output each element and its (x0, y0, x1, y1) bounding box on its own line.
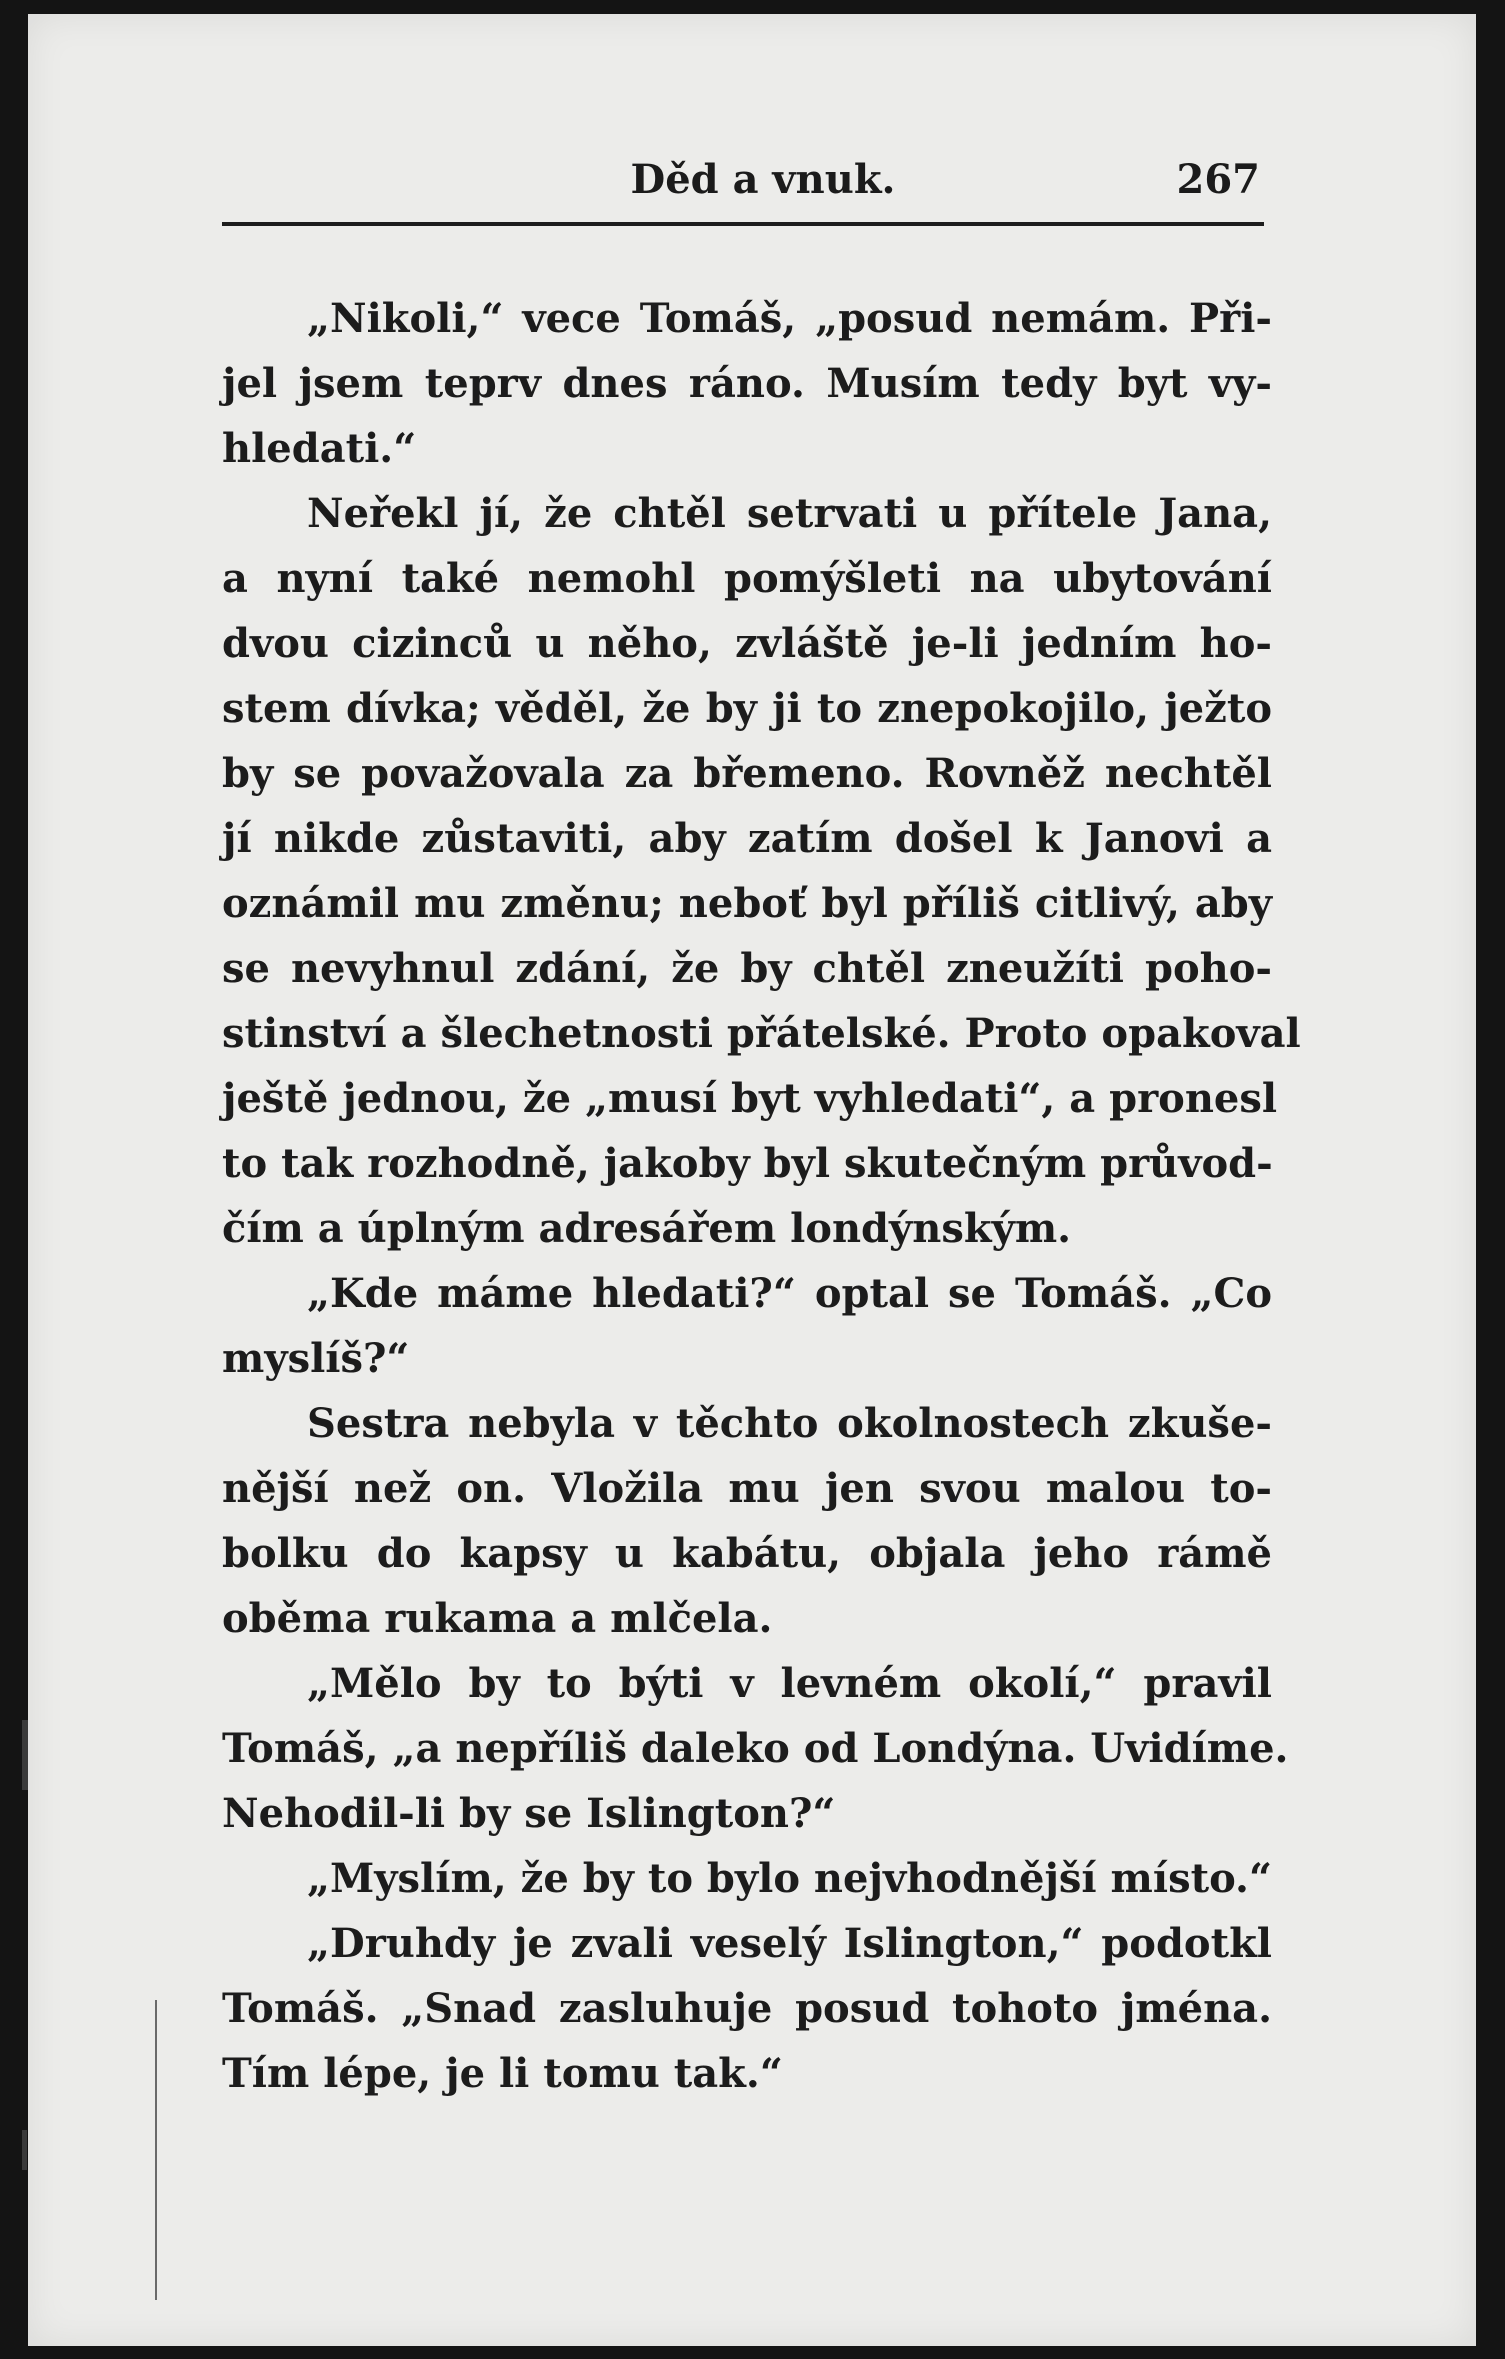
scan-mark (155, 2000, 157, 2300)
text-line: stem dívka; věděl, že by ji to znepokojilo, ježto (222, 685, 1272, 732)
text-line: to tak rozhodně, jakoby byl skutečným průvod- (222, 1140, 1273, 1187)
text-line: se nevyhnul zdání, že by chtěl zneužíti poho- (222, 945, 1272, 992)
header-rule (222, 222, 1264, 226)
scan-mark (22, 2130, 27, 2170)
text-line: nější než on. Vložila mu jen svou malou to- (222, 1465, 1272, 1512)
text-line: a nyní také nemohl pomýšleti na ubytování (222, 555, 1272, 602)
text-line: ještě jednou, že „musí byt vyhledati“, a pronesl (222, 1075, 1278, 1122)
scan-mark (22, 1720, 28, 1790)
text-line: jí nikde zůstaviti, aby zatím došel k Janovi a (222, 815, 1272, 862)
text-line: oběma rukama a mlčela. (222, 1595, 773, 1642)
text-line: Sestra nebyla v těchto okolnostech zkuše- (307, 1400, 1272, 1447)
text-line: „Mělo by to býti v levném okolí,“ pravil (307, 1660, 1272, 1707)
text-line: „Kde máme hledati?“ optal se Tomáš. „Co (307, 1270, 1272, 1317)
text-line: „Nikoli,“ vece Tomáš, „posud nemám. Při- (307, 295, 1272, 342)
page-number: 267 (1176, 156, 1260, 203)
text-line: bolku do kapsy u kabátu, objala jeho rámě (222, 1530, 1272, 1577)
running-header (222, 150, 1264, 210)
text-line: Nehodil-li by se Islington?“ (222, 1790, 836, 1837)
text-line: oznámil mu změnu; neboť byl příliš citlivý, aby (222, 880, 1272, 927)
text-line: by se považovala za břemeno. Rovněž nechtěl (222, 750, 1272, 797)
text-line: Neřekl jí, že chtěl setrvati u přítele Jana, (307, 490, 1272, 537)
text-line: Tomáš. „Snad zasluhuje posud tohoto jména. (222, 1985, 1272, 2032)
running-title: Děd a vnuk. (630, 156, 896, 203)
text-line: „Myslím, že by to bylo nejvhodnější místo.“ (307, 1855, 1272, 1902)
text-line: hledati.“ (222, 425, 417, 472)
text-line: jel jsem teprv dnes ráno. Musím tedy byt vy- (222, 360, 1272, 407)
text-line: dvou cizinců u něho, zvláště je-li jedním ho- (222, 620, 1272, 667)
text-line: „Druhdy je zvali veselý Islington,“ podotkl (307, 1920, 1272, 1967)
text-line: Tím lépe, je li tomu tak.“ (222, 2050, 783, 2097)
body-text (222, 286, 1301, 2106)
text-line: stinství a šlechetnosti přátelské. Proto opakoval (222, 1010, 1301, 1057)
text-line: myslíš?“ (222, 1335, 410, 1382)
text-line: čím a úplným adresářem londýnským. (222, 1205, 1072, 1252)
text-line: Tomáš, „a nepříliš daleko od Londýna. Uvidíme. (222, 1725, 1289, 1772)
